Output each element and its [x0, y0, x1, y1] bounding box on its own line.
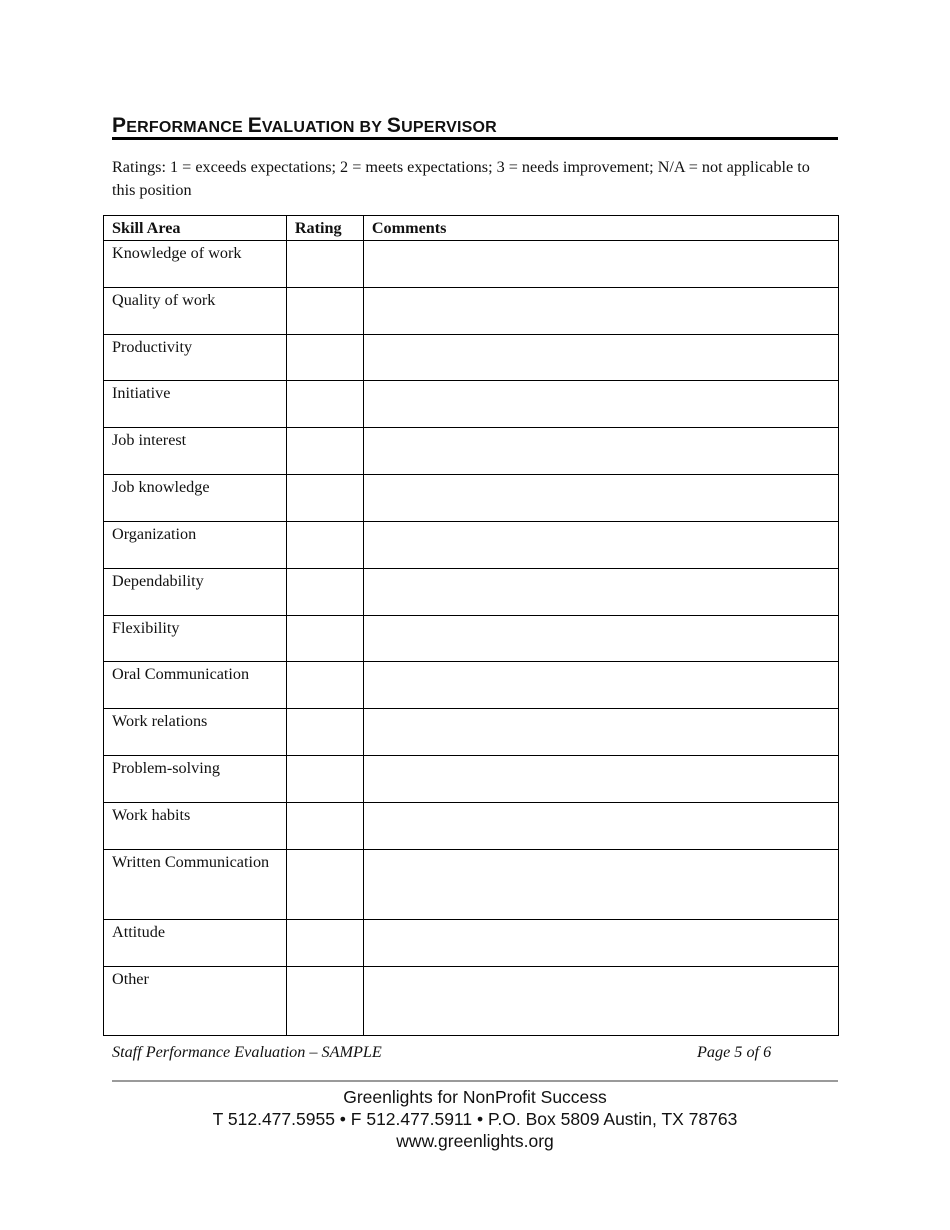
skill-area-cell: Initiative [104, 381, 287, 428]
skill-area-cell: Oral Communication [104, 662, 287, 709]
table-row [104, 756, 839, 803]
rating-cell[interactable] [286, 709, 363, 756]
skill-area-cell: Knowledge of work [104, 241, 287, 288]
page-title: PERFORMANCE EVALUATION BY SUPERVISOR [112, 113, 838, 140]
skill-area-cell: Work habits [104, 803, 287, 850]
table-row [104, 709, 839, 756]
skill-area-cell: Problem-solving [104, 756, 287, 803]
comments-cell[interactable] [363, 850, 838, 920]
skill-area-cell: Job interest [104, 428, 287, 475]
comments-cell[interactable] [363, 709, 838, 756]
rating-cell[interactable] [286, 428, 363, 475]
skill-area-cell: Attitude [104, 920, 287, 967]
skill-area-cell: Flexibility [104, 616, 287, 662]
table-row [104, 381, 839, 428]
comments-cell[interactable] [363, 381, 838, 428]
skill-area-cell: Productivity [104, 335, 287, 381]
rating-cell[interactable] [286, 241, 363, 288]
rating-cell[interactable] [286, 522, 363, 569]
footer-document-name: Staff Performance Evaluation – SAMPLE [112, 1043, 382, 1061]
footer-page-number: Page 5 of 6 [697, 1043, 772, 1061]
header-comments: Comments [363, 216, 838, 241]
website-link[interactable]: www.greenlights.org [396, 1131, 554, 1151]
comments-cell[interactable] [363, 522, 838, 569]
rating-cell[interactable] [286, 850, 363, 920]
table-row [104, 616, 839, 662]
skill-area-cell: Work relations [104, 709, 287, 756]
table-row [104, 335, 839, 381]
organization-name: Greenlights for NonProfit Success [343, 1087, 607, 1107]
comments-cell[interactable] [363, 662, 838, 709]
rating-cell[interactable] [286, 803, 363, 850]
rating-cell[interactable] [286, 288, 363, 335]
skill-area-cell: Job knowledge [104, 475, 287, 522]
skill-area-cell: Dependability [104, 569, 287, 616]
rating-cell[interactable] [286, 662, 363, 709]
table-row [104, 475, 839, 522]
table-row [104, 920, 839, 967]
comments-cell[interactable] [363, 428, 838, 475]
rating-cell[interactable] [286, 967, 363, 1036]
table-header-row [104, 216, 839, 241]
table-row [104, 803, 839, 850]
rating-cell[interactable] [286, 569, 363, 616]
rating-cell[interactable] [286, 381, 363, 428]
rating-cell[interactable] [286, 756, 363, 803]
comments-cell[interactable] [363, 241, 838, 288]
table-row [104, 967, 839, 1036]
table-row [104, 522, 839, 569]
comments-cell[interactable] [363, 475, 838, 522]
rating-cell[interactable] [286, 920, 363, 967]
rating-cell[interactable] [286, 475, 363, 522]
skill-area-cell: Organization [104, 522, 287, 569]
comments-cell[interactable] [363, 920, 838, 967]
skill-area-cell: Quality of work [104, 288, 287, 335]
header-rating: Rating [286, 216, 363, 241]
comments-cell[interactable] [363, 756, 838, 803]
contact-block [0, 1086, 950, 1152]
footer-divider [112, 1080, 838, 1082]
table-row [104, 850, 839, 920]
table-body [104, 241, 839, 1036]
ratings-legend: Ratings: 1 = exceeds expectations; 2 = meets expectations; 3 = needs improvement; N/A = not applicable to this position [112, 158, 810, 199]
table-row [104, 241, 839, 288]
rating-cell[interactable] [286, 616, 363, 662]
contact-phones-address: T 512.477.5955 • F 512.477.5911 • P.O. Box 5809 Austin, TX 78763 [212, 1109, 738, 1129]
table-row [104, 428, 839, 475]
skill-area-cell: Other [104, 967, 287, 1036]
table-row [104, 288, 839, 335]
comments-cell[interactable] [363, 288, 838, 335]
comments-cell[interactable] [363, 803, 838, 850]
skill-area-cell: Written Communication [104, 850, 287, 920]
evaluation-table [103, 215, 839, 1036]
table-row [104, 662, 839, 709]
table-row [104, 569, 839, 616]
comments-cell[interactable] [363, 335, 838, 381]
rating-cell[interactable] [286, 335, 363, 381]
header-skill-area: Skill Area [104, 216, 287, 241]
comments-cell[interactable] [363, 569, 838, 616]
comments-cell[interactable] [363, 616, 838, 662]
comments-cell[interactable] [363, 967, 838, 1036]
